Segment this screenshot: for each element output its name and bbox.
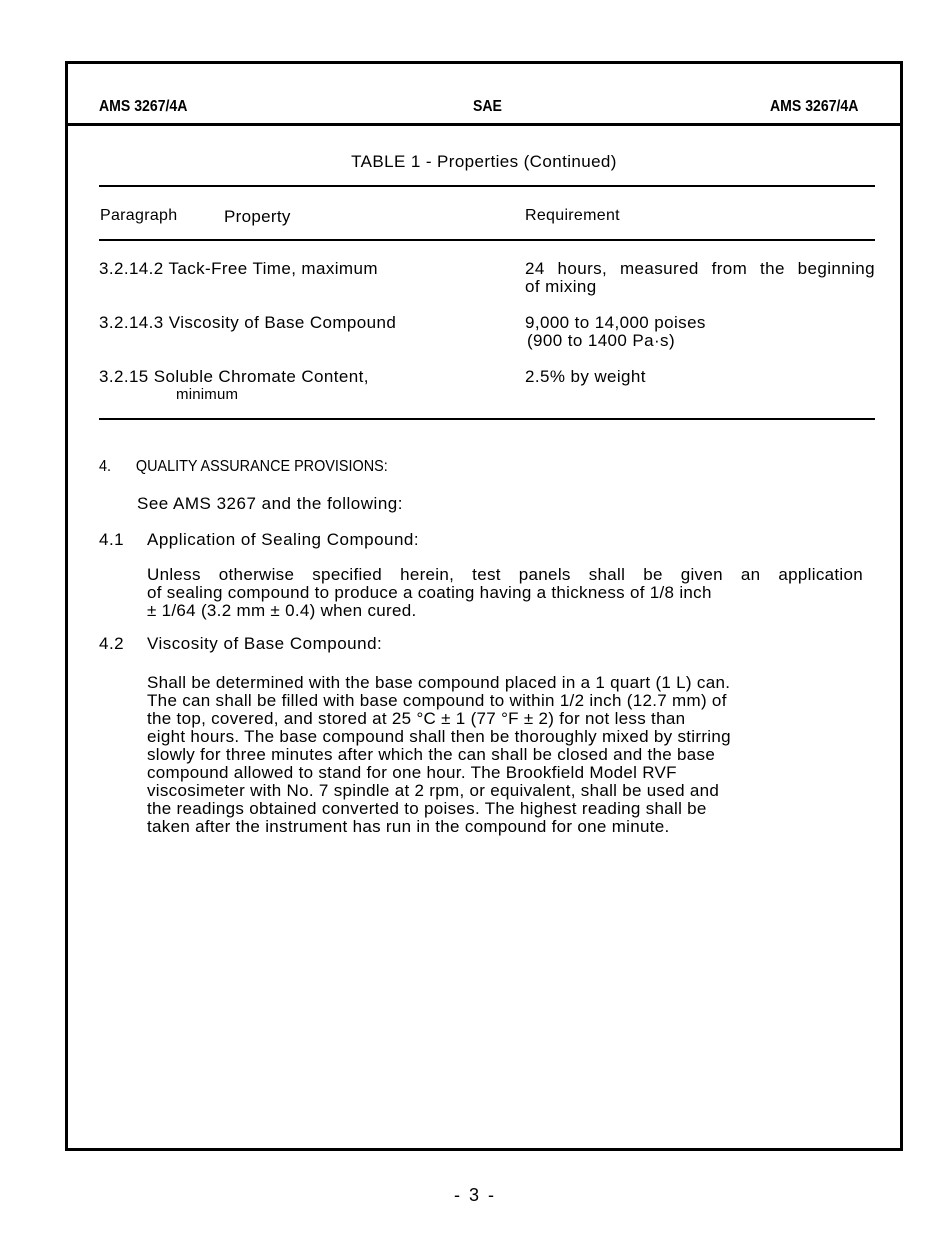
subsection-heading xyxy=(99,634,382,654)
subsection-paragraph xyxy=(147,566,863,620)
section-title: QUALITY ASSURANCE PROVISIONS: xyxy=(135,458,388,475)
property-text: 3.2.14.3 Viscosity of Base Compound xyxy=(99,313,397,332)
property-text-continued: minimum xyxy=(176,386,239,403)
subsection-title: Viscosity of Base Compound: xyxy=(147,634,383,653)
column-header-requirement: Requirement xyxy=(525,207,620,224)
paragraph-line: Shall be determined with the base compound placed in a 1 quart (1 L) can. xyxy=(147,673,731,692)
paragraph-line: of sealing compound to produce a coating having a thickness of 1/8 inch xyxy=(147,583,712,602)
column-header-paragraph: Paragraph xyxy=(100,207,178,224)
section-intro: See AMS 3267 and the following: xyxy=(137,494,403,513)
table-cell-property xyxy=(99,314,459,332)
subsection-number: 4.2 xyxy=(99,634,125,653)
requirement-line: of mixing xyxy=(525,277,597,296)
table-cell-requirement xyxy=(525,368,875,386)
property-text: 3.2.14.2 Tack-Free Time, maximum xyxy=(99,259,378,278)
property-text: 3.2.15 Soluble Chromate Content, xyxy=(99,367,369,386)
table-header-rule xyxy=(99,239,875,241)
subsection-title: Application of Sealing Compound: xyxy=(147,530,420,549)
paragraph-line: the top, covered, and stored at 25 °C ± 1 (77 °F ± 2) for not less than xyxy=(147,709,686,728)
header-doc-id-left: AMS 3267/4A xyxy=(99,98,188,115)
section-heading xyxy=(99,458,388,476)
requirement-line: 24 hours, measured from the beginning xyxy=(525,259,875,278)
paragraph-line: ± 1/64 (3.2 mm ± 0.4) when cured. xyxy=(147,601,417,620)
section-number: 4. xyxy=(99,458,112,475)
paragraph-line: taken after the instrument has run in the compound for one minute. xyxy=(147,817,670,836)
header-doc-id-right: AMS 3267/4A xyxy=(770,98,859,115)
table-bottom-rule xyxy=(99,418,875,420)
table-title: TABLE 1 - Properties (Continued) xyxy=(351,152,617,171)
column-header-property: Property xyxy=(224,207,291,226)
table-cell-property xyxy=(99,260,459,278)
page-header xyxy=(68,64,900,126)
paragraph-line: slowly for three minutes after which the can shall be closed and the base xyxy=(147,745,716,764)
table-cell-requirement xyxy=(525,260,875,296)
table-cell-property xyxy=(99,368,459,404)
subsection-heading xyxy=(99,530,419,550)
table-cell-requirement xyxy=(525,314,875,350)
requirement-line: 2.5% by weight xyxy=(525,367,646,386)
page-number: - 3 - xyxy=(453,1185,496,1205)
paragraph-line: viscosimeter with No. 7 spindle at 2 rpm, or equivalent, shall be used and xyxy=(147,781,720,800)
paragraph-line: Unless otherwise specified herein, test panels shall be given an application xyxy=(147,565,863,584)
page-frame xyxy=(65,61,903,1151)
header-publisher: SAE xyxy=(473,98,502,115)
subsection-number: 4.1 xyxy=(99,530,125,549)
paragraph-line: compound allowed to stand for one hour. The Brookfield Model RVF xyxy=(147,763,677,782)
paragraph-line: eight hours. The base compound shall then be thoroughly mixed by stirring xyxy=(147,727,731,746)
paragraph-line: The can shall be filled with base compound to within 1/2 inch (12.7 mm) of xyxy=(147,691,727,710)
table-top-rule xyxy=(99,185,875,187)
paragraph-line: the readings obtained converted to poises. The highest reading shall be xyxy=(147,799,707,818)
subsection-paragraph xyxy=(147,674,863,836)
requirement-line: (900 to 1400 Pa·s) xyxy=(527,331,676,350)
requirement-line: 9,000 to 14,000 poises xyxy=(525,313,706,332)
